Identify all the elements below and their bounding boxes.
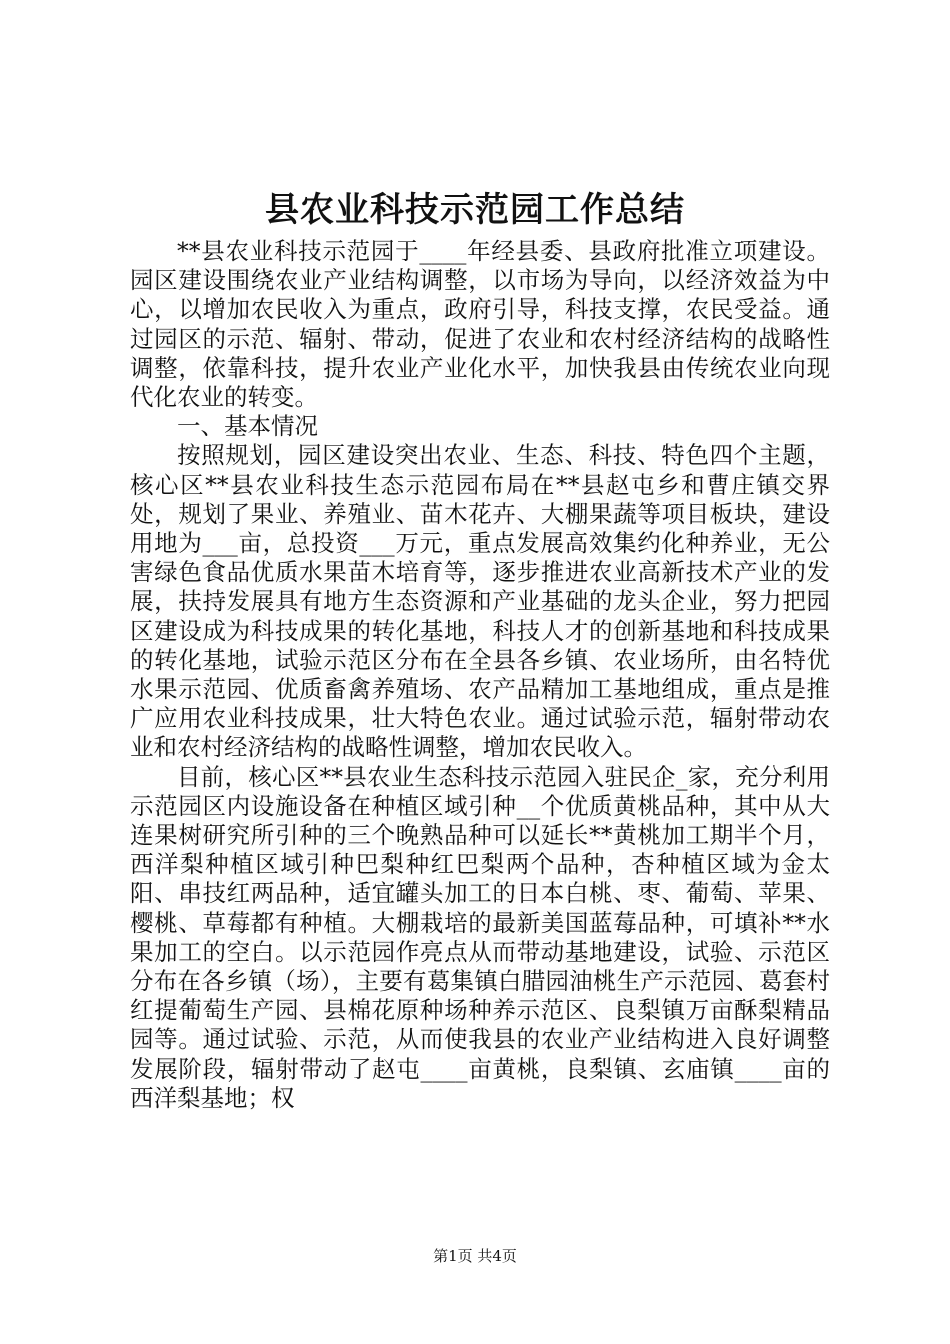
document-body [130, 237, 830, 1113]
document-title: 县农业科技示范园工作总结 [265, 190, 685, 230]
paragraph-planning: 按照规划，园区建设突出农业、生态、科技、特色四个主题，核心区**县农业科技生态示范园布局在**县赵屯乡和曹庄镇交界处，规划了果业、养殖业、苗木花卉、大棚果蔬等项目板块，建设用地为___亩，总投资___万元，重点发展高效集约化种养业，无公害绿色食品优质水果苗木培育等，逐步推进农业高新技术产业的发展，扶持发展具有地方生态资源和产业基础的龙头企业，努力把园区建设成为科技成果的转化基地，科技人才的创新基地和科技成果的转化基地，试验示范区分布在全县各乡镇、农业场所，由名特优水果示范园、优质畜禽养殖场、农产品精加工基地组成，重点是推广应用农业科技成果，壮大特色农业。通过试验示范，辐射带动农业和农村经济结构的战略性调整，增加农民收入。 [130, 441, 830, 762]
section-heading-basic-situation: 一、基本情况 [177, 412, 318, 441]
paragraph-current-status: 目前，核心区**县农业生态科技示范园入驻民企_家，充分利用示范园区内设施设备在种植区域引种__个优质黄桃品种，其中从大连果树研究所引种的三个晚熟品种可以延长**黄桃加工期半个月，西洋梨种植区域引种巴梨种红巴梨两个品种，杏种植区域为金太阳、串技红两品种，适宜罐头加工的日本白桃、枣、葡萄、苹果、樱桃、草莓都有种植。大棚栽培的最新美国蓝莓品种，可填补**水果加工的空白。以示范园作亮点从而带动基地建设，试验、示范区分布在各乡镇（场），主要有葛集镇白腊园油桃生产示范园、葛套村红提葡萄生产园、县棉花原种场种养示范区、良梨镇万亩酥梨精品园等。通过试验、示范，从而使我县的农业产业结构进入良好调整发展阶段，辐射带动了赵屯____亩黄桃，良梨镇、玄庙镇____亩的西洋梨基地；权 [130, 762, 830, 1112]
paragraph-intro: **县农业科技示范园于____年经县委、县政府批准立项建设。园区建设围绕农业产业结构调整，以市场为导向，以经济效益为中心，以增加农民收入为重点，政府引导，科技支撑，农民受益。通过园区的示范、辐射、带动，促进了农业和农村经济结构的战略性调整，依靠科技，提升农业产业化水平，加快我县由传统农业向现代化农业的转变。 [130, 237, 830, 412]
page-number-footer: 第1页 共4页 [433, 1247, 517, 1265]
